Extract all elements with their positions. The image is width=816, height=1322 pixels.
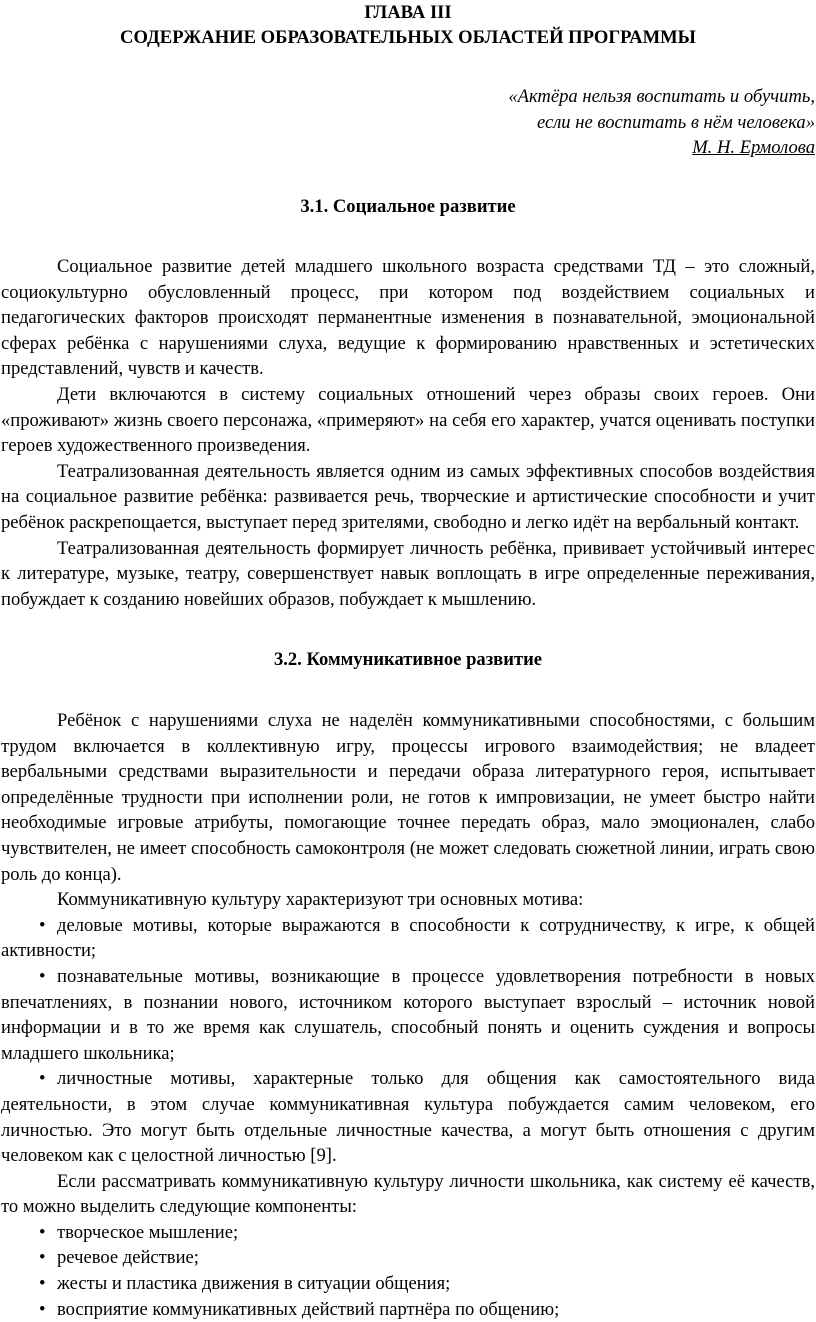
- paragraph: Коммуникативную культуру характеризуют три основных мотива:: [57, 889, 584, 911]
- chapter-number: ГЛАВА III: [364, 2, 452, 23]
- list-item: [1, 1220, 815, 1246]
- list-item-text: творческое мышление;: [57, 1221, 239, 1243]
- list-item-text: жесты и пластика движения в ситуации общения;: [57, 1273, 451, 1295]
- list-item: [1, 1297, 815, 1322]
- list-item-text: деловые мотивы, которые выражаются в способности к сотрудничеству, к игре, к общей активности;: [1, 914, 815, 962]
- bullet-icon: •: [39, 914, 46, 936]
- list-item: [1, 913, 815, 964]
- bullet-icon: •: [39, 1221, 46, 1243]
- list-item-text: личностные мотивы, характерные только для общения как самостоятельного вида деятельности, в этом случае коммуникативная культура побуждается самим человеком, его личностью. Это могут быть отдельные личностные качества, а могут быть отношения с другим человеком как с целостной личностью [9].: [1, 1068, 815, 1167]
- bullet-icon: •: [39, 965, 46, 987]
- chapter-title: СОДЕРЖАНИЕ ОБРАЗОВАТЕЛЬНЫХ ОБЛАСТЕЙ ПРОГРАММЫ: [120, 27, 696, 48]
- bullet-icon: •: [39, 1273, 46, 1295]
- epigraph-line-1: «Актёра нельзя воспитать и обучить,: [508, 86, 815, 107]
- paragraph: Ребёнок с нарушениями слуха не наделён коммуникативными способностями, с большим трудом включается в коллективную игру, процессы игрового взаимодействия; не владеет вербальными средствами выразительности и передачи образа литературного героя, испытывает определённые трудности при исполнении роли, не готов к импровизации, не умеет быстро найти необходимые игровые атрибуты, помогающие точнее передать образ, мало эмоционален, слабо чувствителен, не имеет способность самоконтроля (не может следовать сюжетной линии, играть свою роль до конца).: [1, 710, 815, 885]
- components-list: [1, 1220, 815, 1322]
- section-1-body: [1, 254, 815, 612]
- paragraph: Театрализованная деятельность формирует личность ребёнка, прививает устойчивый интерес к литературе, музыке, театру, совершенствует навык воплощать в игре определенные переживания, побуждает к созданию новейших образов, побуждает к мышлению.: [1, 537, 815, 610]
- paragraph: Социальное развитие детей младшего школьного возраста средствами ТД – это сложный, социокультурно обусловленный процесс, при котором под воздействием социальных и педагогических факторов происходят перманентные изменения в познавательной, эмоциональной сферах ребёнка с нарушениями слуха, ведущие к формированию нравственных и эстетических представлений, чувств и качеств.: [1, 256, 815, 380]
- list-item: [1, 964, 815, 1066]
- section-2-title: 3.2. Коммуникативное развитие: [273, 649, 543, 671]
- chapter-heading: [1, 0, 815, 50]
- bullet-icon: •: [39, 1247, 46, 1269]
- list-item: [1, 1271, 815, 1297]
- list-item: [1, 1245, 815, 1271]
- bullet-icon: •: [39, 1298, 46, 1320]
- epigraph-line-2: если не воспитать в нём человека»: [536, 111, 815, 133]
- paragraph: Дети включаются в систему социальных отношений через образы своих героев. Они «проживают» жизнь своего персонажа, «примеряют» на себя его характер, учатся оценивать поступки героев художественного произведения.: [1, 384, 815, 457]
- paragraph: Театрализованная деятельность является одним из самых эффективных способов воздействия на социальное развитие ребёнка: развивается речь, творческие и артистические способности и учит ребёнок раскрепощается, выступает перед зрителями, свободно и легко идёт на вербальный контакт.: [1, 460, 815, 534]
- epigraph: [1, 84, 815, 161]
- bullet-icon: •: [39, 1068, 46, 1090]
- motives-list: [1, 913, 815, 1169]
- paragraph: Если рассматривать коммуникативную культуру личности школьника, как систему её качеств, то можно выделить следующие компоненты:: [1, 1170, 815, 1218]
- list-item-text: восприятие коммуникативных действий партнёра по общению;: [57, 1298, 560, 1320]
- epigraph-author: М. Н. Ермолова: [692, 137, 815, 158]
- section-1-title: 3.1. Социальное развитие: [300, 195, 516, 217]
- list-item-text: речевое действие;: [57, 1247, 199, 1269]
- list-item-text: познавательные мотивы, возникающие в процессе удовлетворения потребности в новых впечатлениях, в познании нового, источником которого выступает взрослый – источник новой информации и в то же время как слушатель, способный понять и оценить суждения и вопросы младшего школьника;: [1, 965, 815, 1064]
- list-item: [1, 1066, 815, 1168]
- section-2-body: [1, 708, 815, 1322]
